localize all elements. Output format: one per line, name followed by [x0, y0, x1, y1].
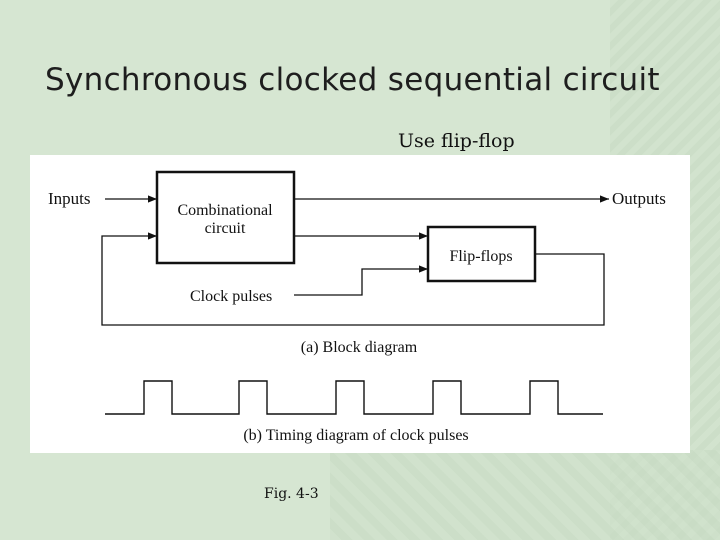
slide-title: Synchronous clocked sequential circuit — [45, 62, 660, 98]
inputs-label: Inputs — [48, 189, 91, 208]
timing-diagram-caption: (b) Timing diagram of clock pulses — [243, 427, 469, 444]
clock-pulses-label: Clock pulses — [190, 288, 273, 305]
background-pattern-bottom — [330, 450, 720, 540]
clock-timing-waveform — [105, 381, 603, 414]
clock-pulses-arrow — [294, 269, 428, 295]
combinational-label-line2: circuit — [204, 220, 246, 237]
circuit-figure — [30, 155, 690, 453]
combinational-label-line1: Combinational — [177, 202, 273, 219]
figure-caption: Fig. 4-3 — [264, 486, 319, 502]
slide-subtitle: Use flip-flop — [398, 130, 515, 152]
circuit-diagram-svg — [30, 155, 690, 453]
outputs-label: Outputs — [612, 189, 666, 208]
flipflops-label: Flip-flops — [449, 248, 513, 265]
block-diagram-caption: (a) Block diagram — [300, 339, 418, 356]
